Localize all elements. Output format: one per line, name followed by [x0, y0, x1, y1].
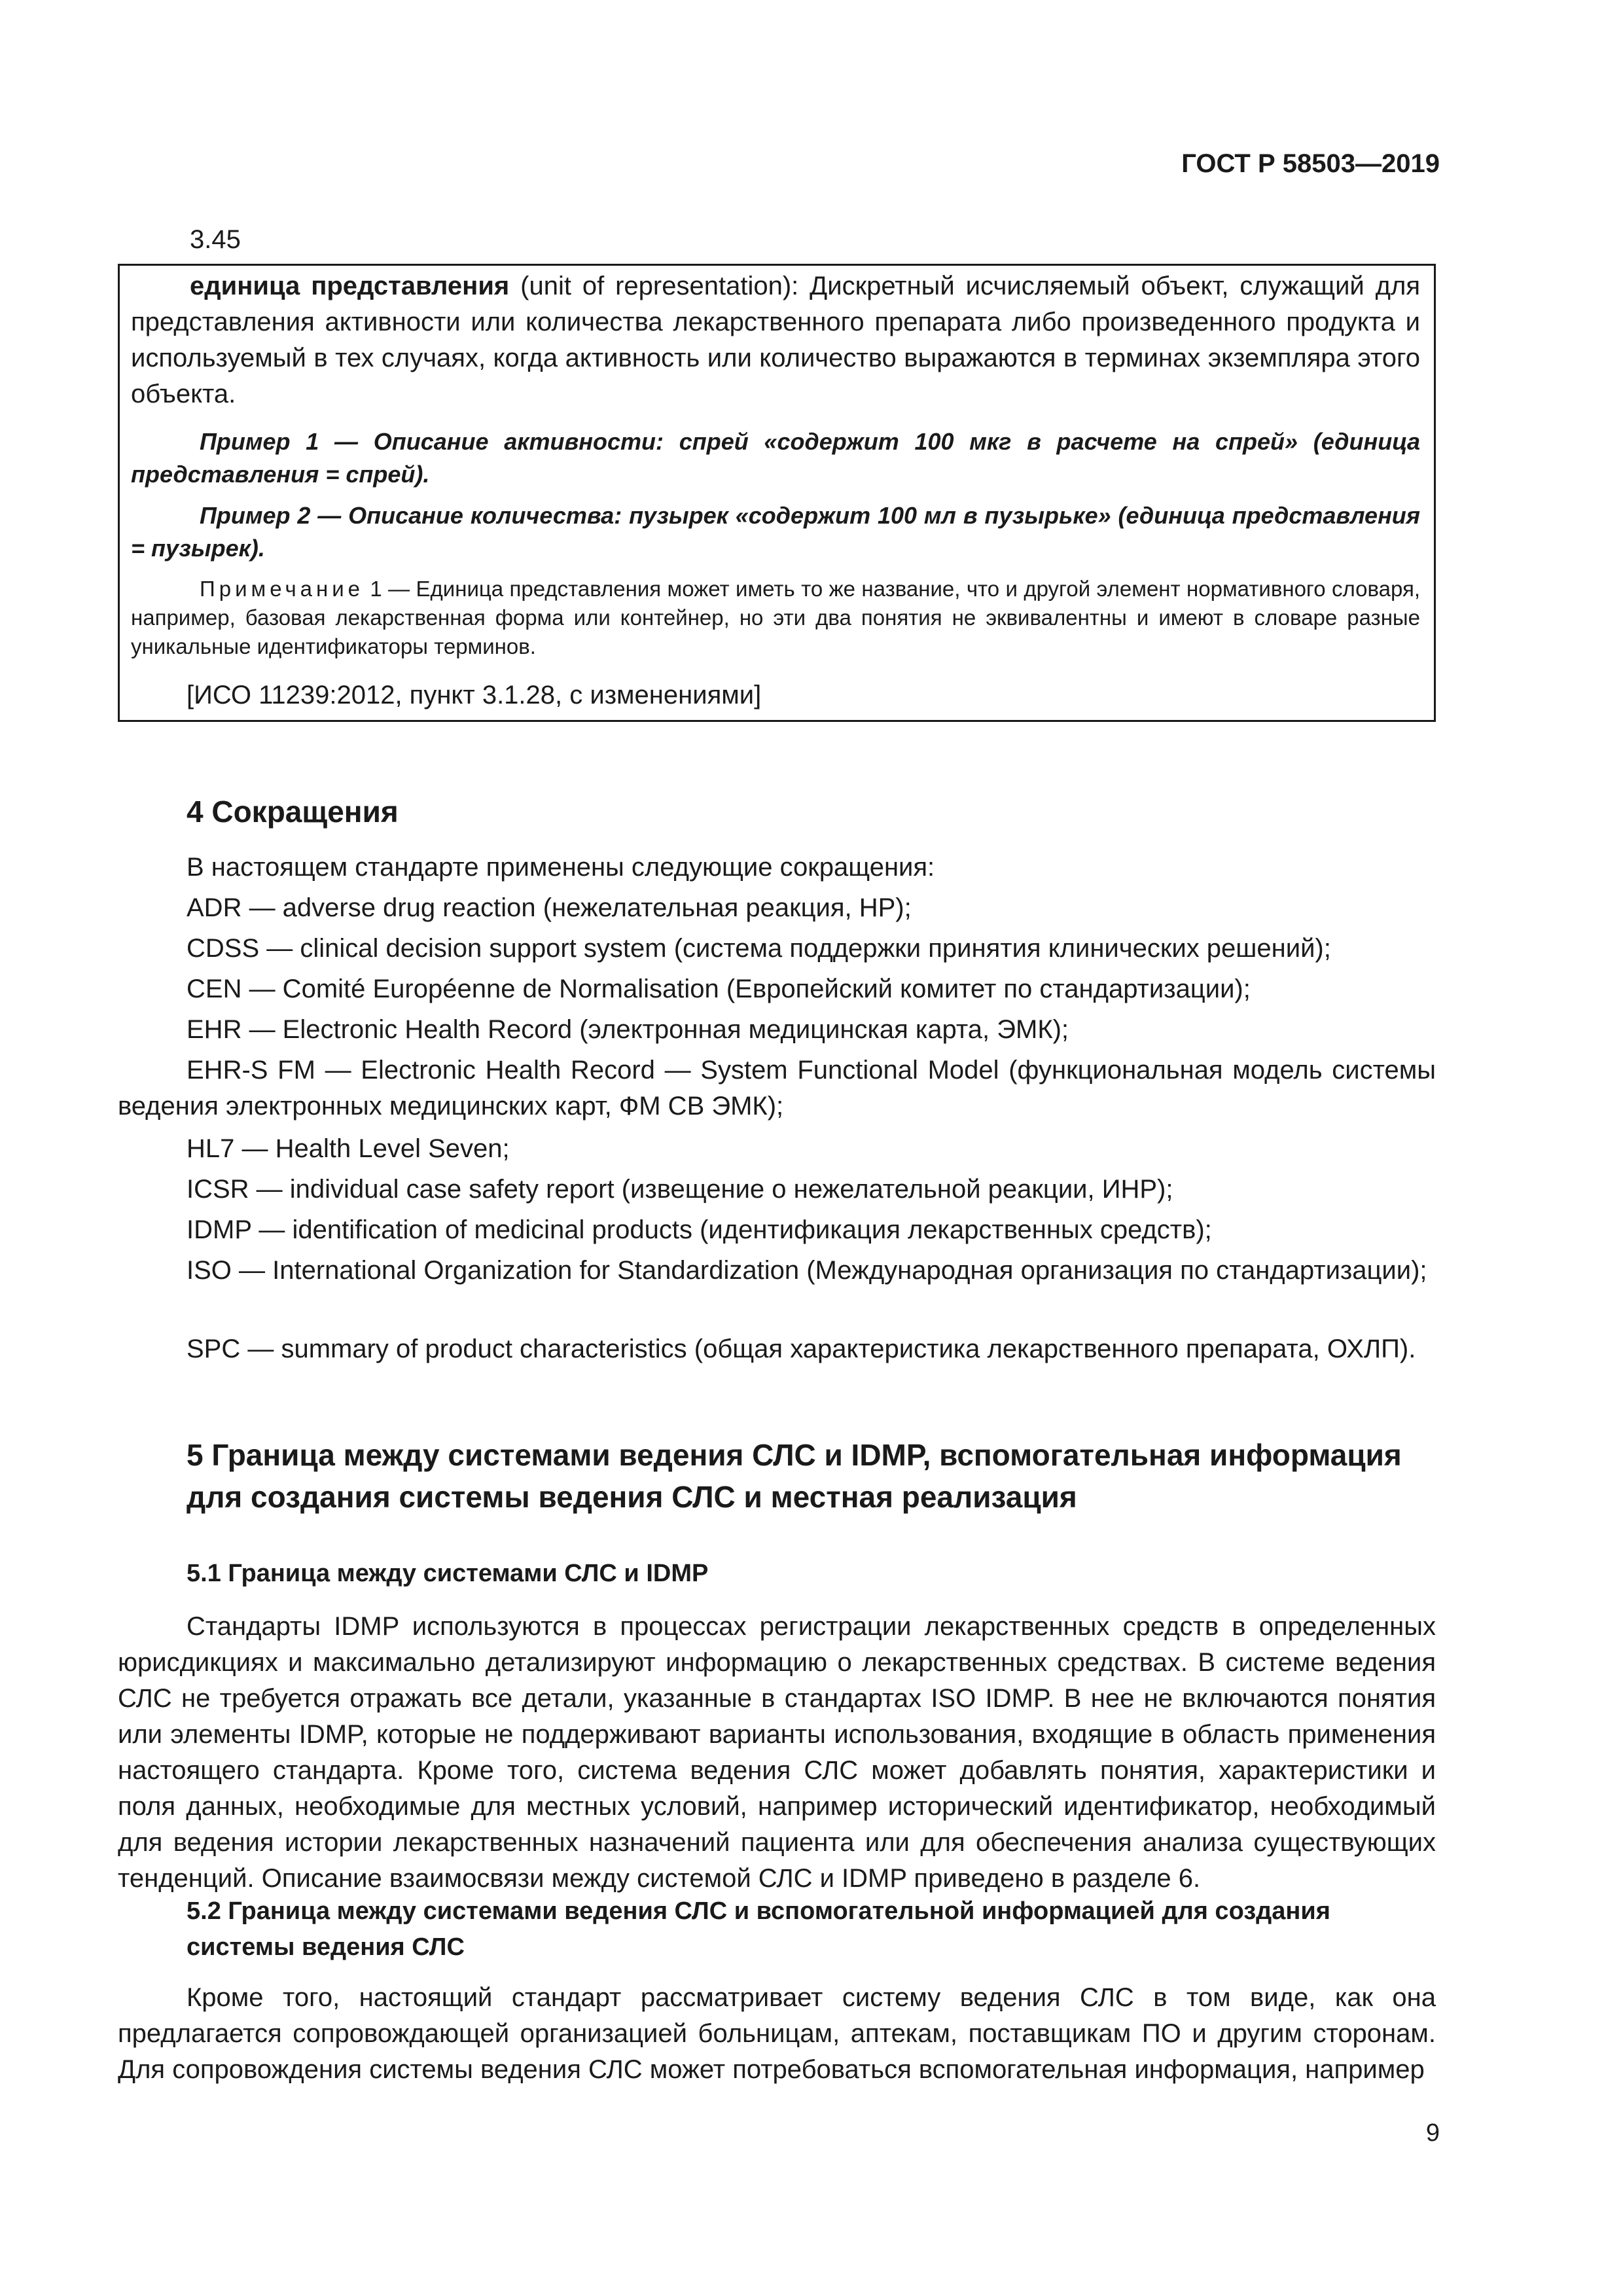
term-number: 3.45	[190, 225, 241, 254]
term-definition	[131, 268, 1420, 412]
term-source: [ИСО 11239:2012, пункт 3.1.28, с изменениями]	[187, 681, 762, 709]
abbreviation-item: ISO — International Organization for Standardization (Международная организация по стандартизации);	[187, 1256, 1427, 1285]
abbreviation-item: IDMP — identification of medicinal products (идентификация лекарственных средств);	[187, 1215, 1212, 1244]
abbreviation-item: CEN — Comité Européenne de Normalisation (Европейский комитет по стандартизации);	[187, 975, 1251, 1003]
abbreviation-item: CDSS — clinical decision support system (система поддержки принятия клинических решений);	[187, 934, 1331, 963]
abbreviation-item: ICSR — individual case safety report (извещение о нежелательной реакции, ИНР);	[187, 1175, 1173, 1204]
example-2: Пример 2 — Описание количества: пузырек «содержит 100 мл в пузырьке» (единица представления = пузырек).	[131, 502, 1420, 562]
section-5-title: 5 Граница между системами ведения СЛС и IDMP, вспомогательная информация для создания системы ведения СЛС и местная реализация	[187, 1438, 1402, 1514]
term-name: единица представления	[190, 272, 510, 300]
abbreviation-item: EHR — Electronic Health Record (электронная медицинская карта, ЭМК);	[187, 1015, 1069, 1044]
note-label: Примечание	[200, 577, 365, 601]
example-1: Пример 1 — Описание активности: спрей «содержит 100 мкг в расчете на спрей» (единица представления = спрей).	[131, 428, 1420, 488]
term-note	[131, 575, 1420, 661]
subsection-5-2-body: Кроме того, настоящий стандарт рассматривает систему ведения СЛС в том виде, как она предлагается сопровождающей организацией больницам, аптекам, поставщикам ПО и другим сторонам. Для сопровождения системы ведения СЛС может потребоваться вспомогательная информация, например	[118, 1983, 1436, 2084]
term-definition-text: (unit of representation): Дискретный исчисляемый объект, служащий для представления активности или количества лекарственного препарата либо произведенного продукта и используемый в тех случаях, когда активность или количество выражаются в терминах экземпляра этого объекта.	[131, 272, 1420, 408]
abbreviation-item: HL7 — Health Level Seven;	[187, 1134, 510, 1163]
abbreviation-item: ADR — adverse drug reaction (нежелательная реакция, НР);	[187, 893, 912, 922]
page-number: 9	[1425, 2119, 1440, 2147]
document-header: ГОСТ Р 58503—2019	[1181, 149, 1440, 178]
section-4-intro: В настоящем стандарте применены следующие сокращения:	[187, 853, 935, 882]
section-4-title: 4 Сокращения	[187, 795, 399, 829]
subsection-5-1-title: 5.1 Граница между системами СЛС и IDMP	[187, 1560, 709, 1587]
abbreviation-item: EHR-S FM — Electronic Health Record — System Functional Model (функциональная модель системы ведения электронных медицинских карт, ФМ СВ ЭМК);	[118, 1056, 1436, 1121]
note-text: 1 — Единица представления может иметь то же название, что и другой элемент нормативного словаря, например, базовая лекарственная форма или контейнер, но эти два понятия не эквивалентны и имеют в словаре разные уникальные идентификаторы терминов.	[131, 577, 1420, 658]
subsection-5-2-title: 5.2 Граница между системами ведения СЛС и вспомогательной информацией для создания системы ведения СЛС	[187, 1897, 1330, 1961]
subsection-5-1-body: Стандарты IDMP используются в процессах регистрации лекарственных средств в определенных юрисдикциях и максимально детализируют информацию о лекарственных средствах. В системе ведения СЛС не требуется отражать все детали, указанные в стандартах ISO IDMP. В нее не включаются понятия или элементы IDMP, которые не поддерживают варианты использования, входящие в область применения настоящего стандарта. Кроме того, система ведения СЛС может добавлять понятия, характеристики и поля данных, необходимые для местных условий, например исторический идентификатор, необходимый для ведения истории лекарственных назначений пациента или для обеспечения анализа существующих тенденций. Описание взаимосвязи между системой СЛС и IDMP приведено в разделе 6.	[118, 1612, 1436, 1893]
abbreviation-item: SPC — summary of product characteristics (общая характеристика лекарственного препарата, ОХЛП).	[187, 1335, 1416, 1363]
